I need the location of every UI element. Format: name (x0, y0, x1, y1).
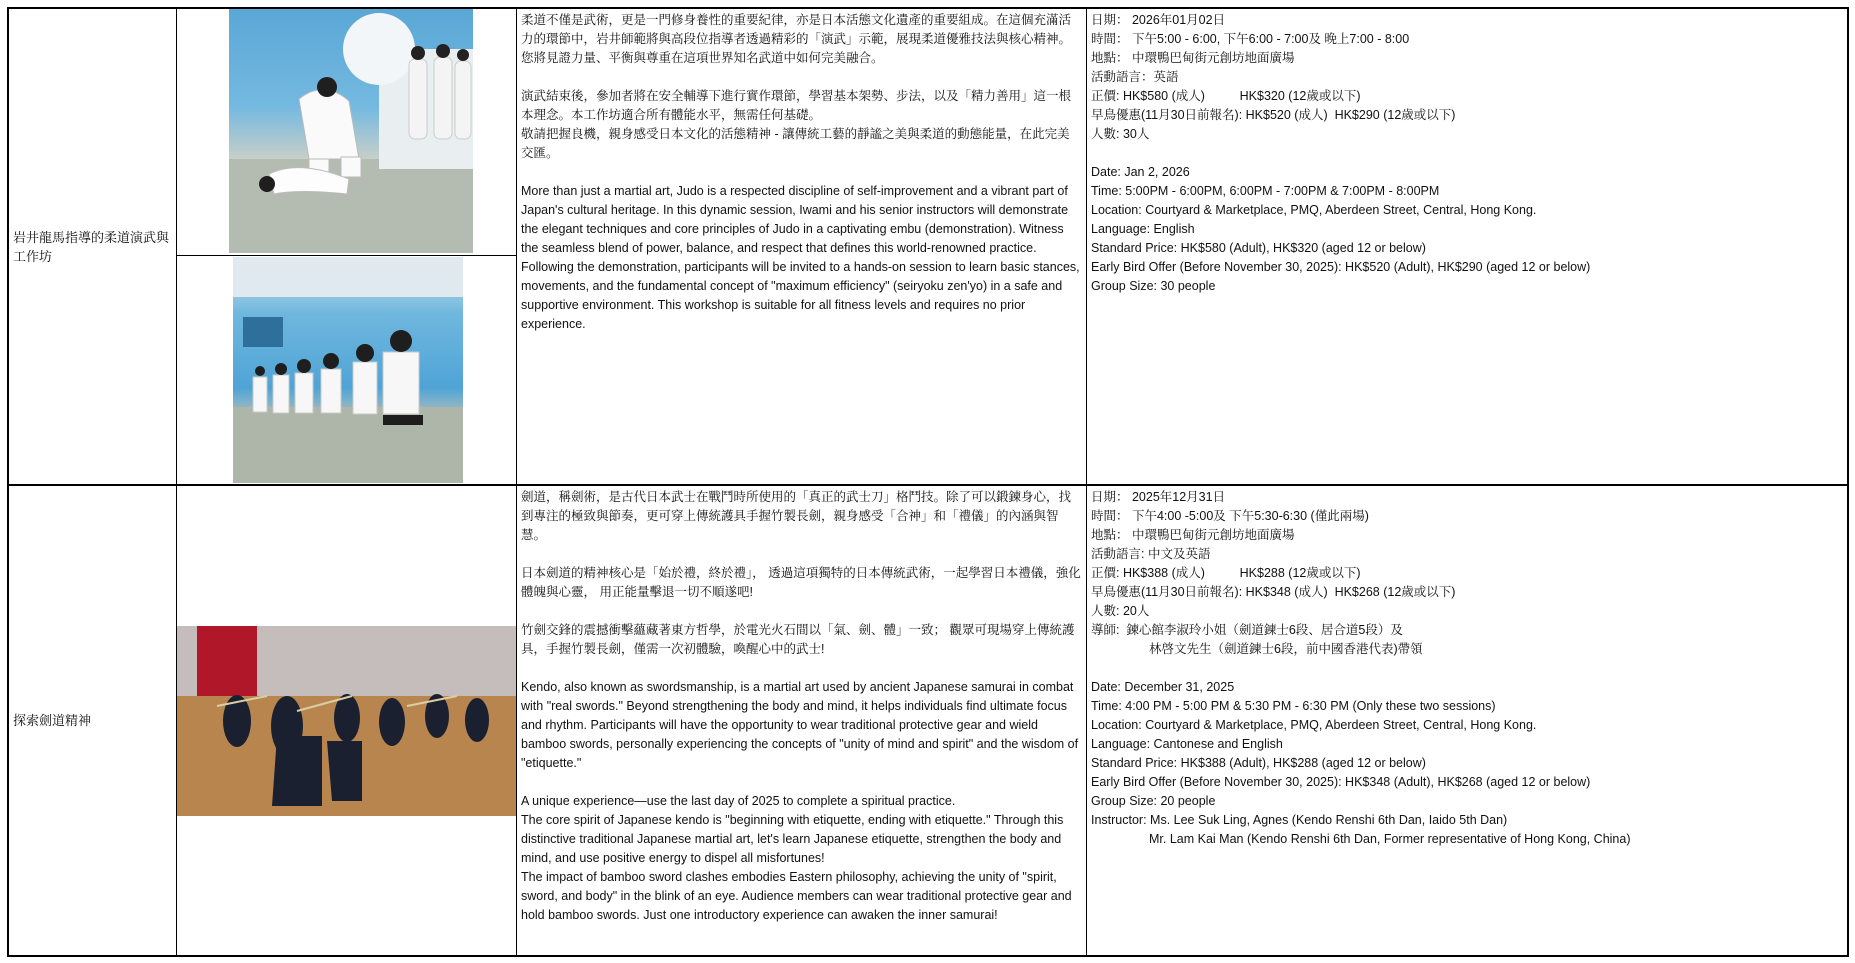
table-row-kendo (9, 486, 1847, 955)
description-paragraph: Kendo, also known as swordsmanship, is a martial art used by ancient Japanese samurai in combat with "real swords." Beyond strengthening the body and mind, it helps individuals find ultimate focus and rhythm. Participants will have the opportunity to wear traditional protective gear and wield bamboo swords, personally experiencing the concepts of "unity of mind and spirit" and the wisdom of "etiquette." (521, 680, 1079, 770)
info-language-zh: 活動語言：英語 (1091, 70, 1179, 84)
info-early-bird-en: Early Bird Offer (Before November 30, 2025): HK$348 (Adult), HK$268 (aged 12 or below) (1091, 775, 1591, 789)
info-time-en: Time: 4:00 PM - 5:00 PM & 5:30 PM - 6:30 PM (Only these two sessions) (1091, 699, 1496, 713)
info-early-bird-zh: 早鳥優惠(11月30日前報名): HK$520 (成人) HK$290 (12歲或以下) (1091, 108, 1456, 122)
judo-demonstration-photo (229, 9, 473, 253)
info-early-bird-en: Early Bird Offer (Before November 30, 2025): HK$520 (Adult), HK$290 (aged 12 or below) (1091, 260, 1591, 274)
info-price-zh: 正價: HK$388 (成人) HK$288 (12歲或以下) (1091, 566, 1361, 580)
info-price-en: Standard Price: HK$580 (Adult), HK$320 (aged 12 or below) (1091, 241, 1426, 255)
info-instructor-en-second: Mr. Lam Kai Man (Kendo Renshi 6th Dan, Former representative of Hong Kong, China) (1149, 832, 1631, 846)
info-location-zh: 地點： 中環鴨巴甸街元創坊地面廣場 (1091, 528, 1295, 542)
info-price-en: Standard Price: HK$388 (Adult), HK$288 (aged 12 or below) (1091, 756, 1426, 770)
info-group-size-en: Group Size: 20 people (1091, 794, 1216, 808)
info-group-size-en: Group Size: 30 people (1091, 279, 1216, 293)
judo-kneeling-photo (233, 257, 463, 483)
event-title-cell (9, 486, 177, 955)
info-instructor-en: Instructor: Ms. Lee Suk Ling, Agnes (Kendo Renshi 6th Dan, Iaido 5th Dan) (1091, 813, 1508, 827)
event-info-cell (1087, 9, 1849, 484)
info-language-zh: 活動語言: 中文及英語 (1091, 547, 1211, 561)
info-instructor-zh: 導師: 鍊心館李淑玲小姐（劍道鍊士6段、居合道5段）及 (1091, 623, 1403, 637)
event-title: 岩井龍馬指導的柔道演武與工作坊 (13, 229, 170, 264)
event-info-cell (1087, 486, 1849, 955)
info-early-bird-zh: 早鳥優惠(11月30日前報名): HK$348 (成人) HK$268 (12歲或以下) (1091, 585, 1456, 599)
image-divider (177, 255, 517, 256)
info-instructor-zh-second: 林啓文先生（劍道鍊士6段，前中國香港代表)帶領 (1149, 642, 1423, 656)
info-group-size-zh: 人數: 30人 (1091, 127, 1150, 141)
info-language-en: Language: Cantonese and English (1091, 737, 1283, 751)
info-location-en: Location: Courtyard & Marketplace, PMQ, Aberdeen Street, Central, Hong Kong. (1091, 203, 1537, 217)
info-date-en: Date: December 31, 2025 (1091, 680, 1235, 694)
description-paragraph: 演武結束後，參加者將在安全輔導下進行實作環節，學習基本架勢、步法，以及「精力善用」這一根本理念。本工作坊適合所有體能水平，無需任何基礎。 敬請把握良機，親身感受日本文化的活態精神 - 讓傳統工藝的靜謐之美與柔道的動態能量，在此完美交匯。 (521, 89, 1072, 160)
table-row-judo (9, 9, 1847, 486)
info-time-en: Time: 5:00PM - 6:00PM, 6:00PM - 7:00PM & 7:00PM - 8:00PM (1091, 184, 1440, 198)
info-group-size-zh: 人數: 20人 (1091, 604, 1150, 618)
description-paragraph: 日本劍道的精神核心是「始於禮，終於禮」， 透過這項獨特的日本傳統武術，一起學習日本禮儀，強化體魄與心靈， 用正能量擊退一切不順遂吧! (521, 566, 1081, 599)
info-time-zh: 時間： 下午5:00 - 6:00, 下午6:00 - 7:00及 晚上7:00 - 8:00 (1091, 32, 1410, 46)
kendo-practice-photo (177, 626, 517, 816)
event-image-cell (177, 486, 517, 955)
event-title: 探索劍道精神 (13, 713, 92, 728)
description-paragraph: 竹劍交鋒的震撼衝擊蘊藏著東方哲學，於電光火石間以「氣、劍、體」一致； 觀眾可現場穿上傳統護具，手握竹製長劍，僅需一次初體驗，喚醒心中的武士! (521, 623, 1075, 656)
event-description-cell (517, 486, 1087, 955)
info-location-en: Location: Courtyard & Marketplace, PMQ, Aberdeen Street, Central, Hong Kong. (1091, 718, 1537, 732)
event-image-cell (177, 9, 517, 484)
info-date-zh: 日期： 2025年12月31日 (1091, 490, 1226, 504)
description-paragraph: More than just a martial art, Judo is a respected discipline of self-improvement and a vibrant part of Japan's cultural heritage. In this dynamic session, Iwami and his senior instructors will demonstrate the elegant techniques and core principles of Judo in a captivating embu (demonstration). Witness the seamless blend of power, balance, and respect that defines this world-renowned practice. Following the demonstration, participants will be invited to a hands-on session to learn basic stances, movements, and the fundamental concept of "maximum efficiency" (seiryoku zen'yo) in a safe and supportive environment. This workshop is suitable for all fitness levels and requires no prior experience. (521, 184, 1080, 331)
info-time-zh: 時間： 下午4:00 -5:00及 下午5:30-6:30 (僅此兩場) (1091, 509, 1369, 523)
info-language-en: Language: English (1091, 222, 1195, 236)
info-location-zh: 地點： 中環鴨巴甸街元創坊地面廣場 (1091, 51, 1295, 65)
info-date-en: Date: Jan 2, 2026 (1091, 165, 1190, 179)
event-description-cell (517, 9, 1087, 484)
description-paragraph: 劍道，稱劍術，是古代日本武士在戰鬥時所使用的「真正的武士刀」格鬥技。除了可以鍛鍊身心，找到專注的極致與節奏，更可穿上傳統護具手握竹製長劍，親身感受「合神」和「禮儀」的內涵與智慧。 (521, 490, 1072, 542)
info-price-zh: 正價: HK$580 (成人) HK$320 (12歲或以下) (1091, 89, 1361, 103)
description-paragraph: A unique experience—use the last day of 2025 to complete a spiritual practice. The core spirit of Japanese kendo is "beginning with etiquette, ending with etiquette." Through this distinctive traditional Japanese martial art, let's learn Japanese etiquette, strengthen the body and mind, and use positive energy to dispel all misfortunes! The impact of bamboo sword clashes embodies Eastern philosophy, achieving the unity of "spirit, sword, and body" in the blink of an eye. Audience members can wear traditional protective gear and hold bamboo swords. Just one introductory experience can awaken the inner samurai! (521, 794, 1072, 922)
event-table (7, 7, 1849, 957)
info-date-zh: 日期： 2026年01月02日 (1091, 13, 1226, 27)
description-paragraph: 柔道不僅是武術，更是一門修身養性的重要紀律，亦是日本活態文化遺產的重要組成。在這個充滿活力的環節中，岩井師範將與高段位指導者透過精彩的「演武」示範，展現柔道優雅技法與核心精神。您將見證力量、平衡與尊重在這項世界知名武道中如何完美融合。 (521, 13, 1072, 65)
event-title-cell (9, 9, 177, 484)
